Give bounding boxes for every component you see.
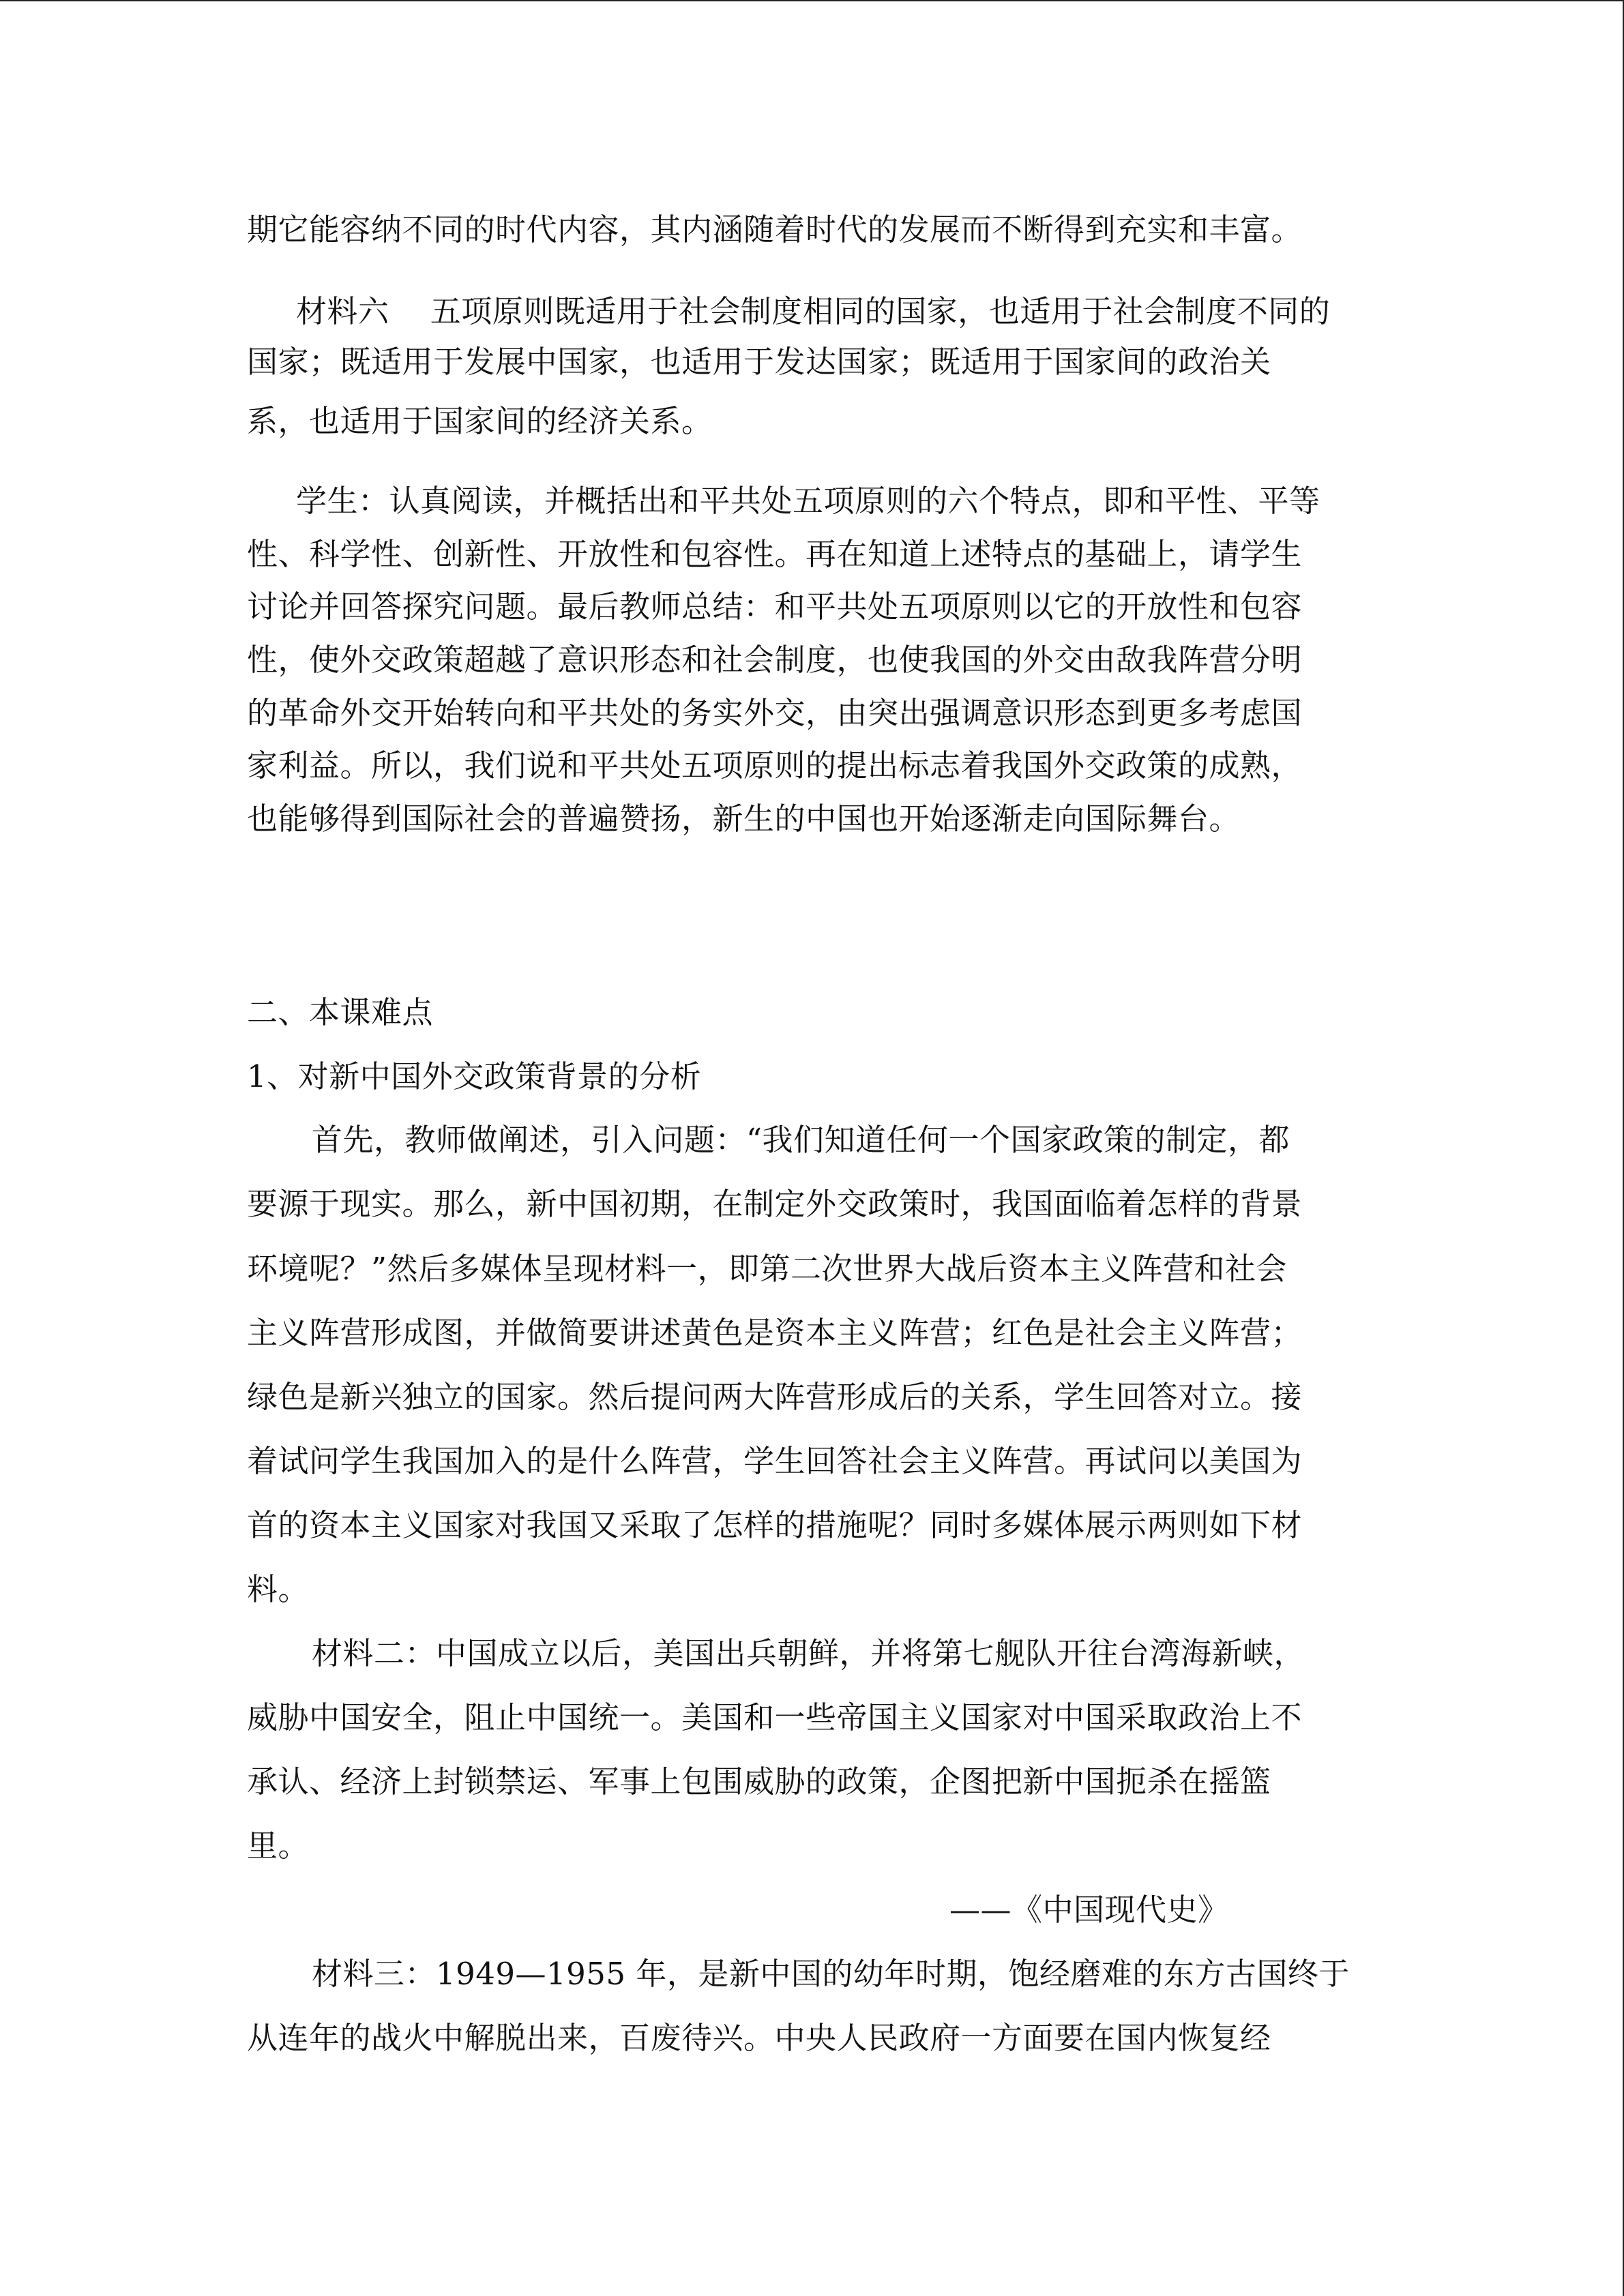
material-six-line: 材料六 五项原则既适用于社会制度相同的国家，也适用于社会制度不同的: [296, 293, 1331, 329]
student-line: 家利益。所以，我们说和平共处五项原则的提出标志着我国外交政策的成熟，: [247, 747, 1303, 784]
student-line: 性，使外交政策超越了意识形态和社会制度，也使我国的外交由敌我阵营分明: [247, 642, 1303, 678]
section-heading: 二、本课难点: [247, 994, 434, 1030]
material-two-source: ——《中国现代史》: [949, 1892, 1229, 1928]
material-three-line: 材料三：1949—1955 年，是新中国的幼年时期，饱经磨难的东方古国终于: [312, 1956, 1350, 1992]
student-line: 性、科学性、创新性、开放性和包容性。再在知道上述特点的基础上，请学生: [247, 536, 1303, 572]
material-six-line: 系，也适用于国家间的经济关系。: [247, 403, 713, 439]
student-line: 学生：认真阅读，并概括出和平共处五项原则的六个特点，即和平性、平等: [296, 483, 1320, 519]
student-line: 的革命外交开始转向和平共处的务实外交，由突出强调意识形态到更多考虑国: [247, 695, 1303, 731]
material-two-line: 威胁中国安全，阻止中国统一。美国和一些帝国主义国家对中国采取政治上不: [247, 1699, 1303, 1735]
material-two-line: 承认、经济上封锁禁运、军事上包围威胁的政策，企图把新中国扼杀在摇篮: [247, 1763, 1271, 1800]
teacher-line: 环境呢？”然后多媒体呈现材料一，即第二次世界大战后资本主义阵营和社会: [247, 1251, 1288, 1287]
teacher-line: 首先，教师做阐述，引入问题：“我们知道任何一个国家政策的制定，都: [312, 1122, 1290, 1158]
teacher-line: 主义阵营形成图，并做简要讲述黄色是资本主义阵营；红色是社会主义阵营；: [247, 1315, 1303, 1351]
intro-continuation-line: 期它能容纳不同的时代内容，其内涵随着时代的发展而不断得到充实和丰富。: [247, 211, 1303, 248]
material-three-line: 从连年的战火中解脱出来，百废待兴。中央人民政府一方面要在国内恢复经: [247, 2020, 1271, 2056]
student-line: 也能够得到国际社会的普遍赞扬，新生的中国也开始逐渐走向国际舞台。: [247, 801, 1241, 837]
material-two-line: 材料二：中国成立以后，美国出兵朝鲜，并将第七舰队开往台湾海新峡，: [312, 1635, 1305, 1671]
material-two-line: 里。: [247, 1828, 310, 1864]
teacher-line: 要源于现实。那么，新中国初期，在制定外交政策时，我国面临着怎样的背景: [247, 1186, 1303, 1222]
teacher-line: 着试问学生我国加入的是什么阵营，学生回答社会主义阵营。再试问以美国为: [247, 1443, 1303, 1479]
student-line: 讨论并回答探究问题。最后教师总结：和平共处五项原则以它的开放性和包容: [247, 588, 1303, 625]
teacher-line: 绿色是新兴独立的国家。然后提问两大阵营形成后的关系，学生回答对立。接: [247, 1379, 1303, 1415]
teacher-line: 首的资本主义国家对我国又采取了怎样的措施呢？同时多媒体展示两则如下材: [247, 1507, 1303, 1543]
subsection-heading: 1、对新中国外交政策背景的分析: [247, 1058, 702, 1094]
teacher-line: 料。: [247, 1571, 310, 1607]
material-six-line: 国家；既适用于发展中国家，也适用于发达国家；既适用于国家间的政治关: [247, 344, 1271, 380]
